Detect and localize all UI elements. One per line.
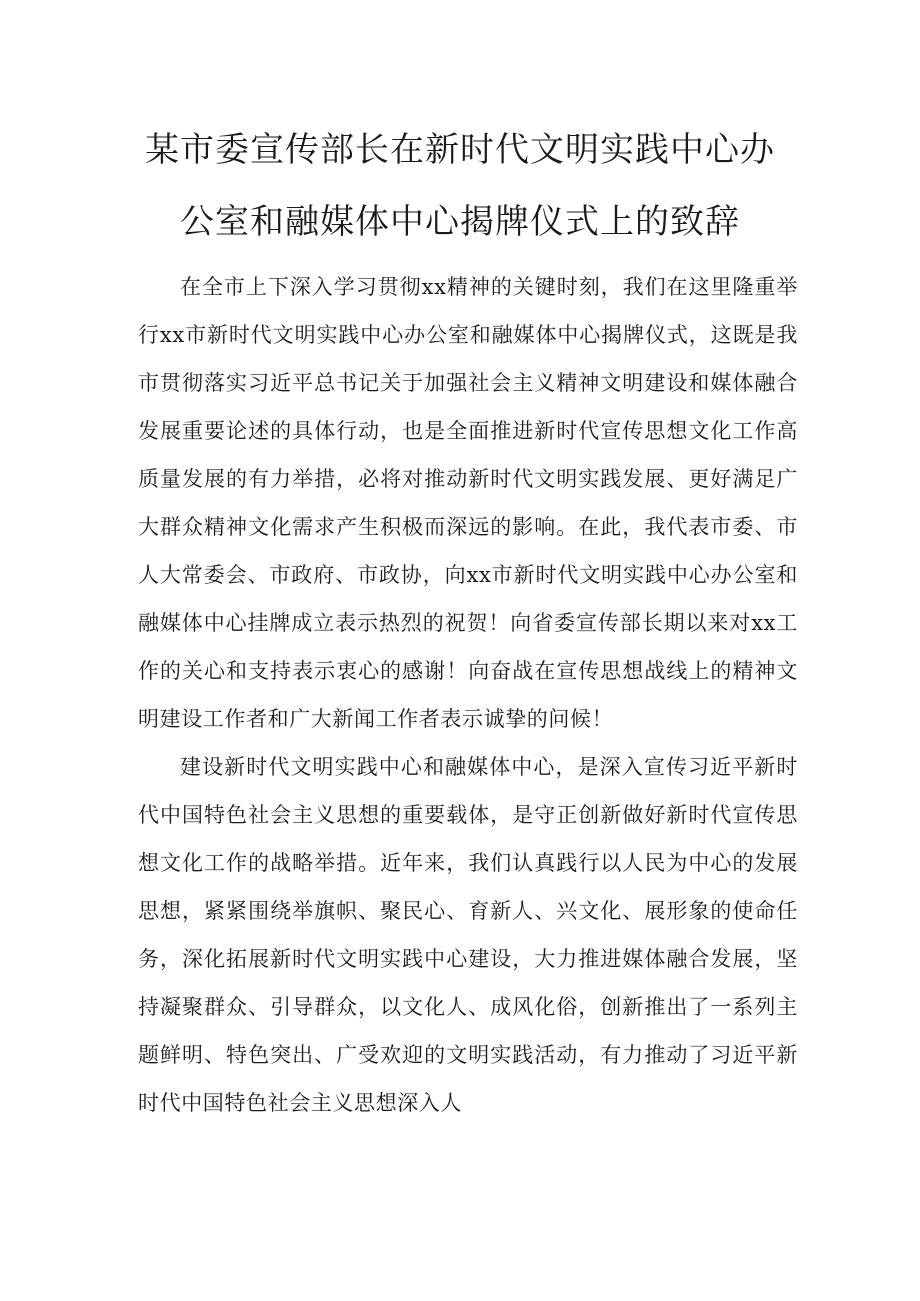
document-title-line-2: 公室和融媒体中心揭牌仪式上的致辞 <box>180 202 740 242</box>
document-title-line-1: 某市委宣传部长在新时代文明实践中心办 <box>145 130 775 170</box>
paragraph-1: 在全市上下深入学习贯彻xx精神的关键时刻，我们在这里隆重举行xx市新时代文明实践中心办公室和融媒体中心揭牌仪式，这既是我市贯彻落实习近平总书记关于加强社会主义精神文明建设和媒体融合发展重要论述的具体行动，也是全面推进新时代宣传思想文化工作高质量发展的有力举措，必将对推动新时代文明实践发展、更好满足广大群众精神文化需求产生积极而深远的影响。在此，我代表市委、市人大常委会、市政府、市政协，向xx市新时代文明实践中心办公室和融媒体中心挂牌成立表示热烈的祝贺！向省委宣传部长期以来对xx工作的关心和支持表示衷心的感谢！向奋战在宣传思想战线上的精神文明建设工作者和广大新闻工作者表示诚挚的问候！ <box>138 275 798 731</box>
paragraph-2: 建设新时代文明实践中心和融媒体中心，是深入宣传习近平新时代中国特色社会主义思想的重要载体，是守正创新做好新时代宣传思想文化工作的战略举措。近年来，我们认真践行以人民为中心的发展思想，紧紧围绕举旗帜、聚民心、育新人、兴文化、展形象的使命任务，深化拓展新时代文明实践中心建设，大力推进媒体融合发展，坚持凝聚群众、引导群众，以文化人、成风化俗，创新推出了一系列主题鲜明、特色突出、广受欢迎的文明实践活动，有力推动了习近平新时代中国特色社会主义思想深入人 <box>138 755 798 1115</box>
document-body <box>138 263 798 1127</box>
